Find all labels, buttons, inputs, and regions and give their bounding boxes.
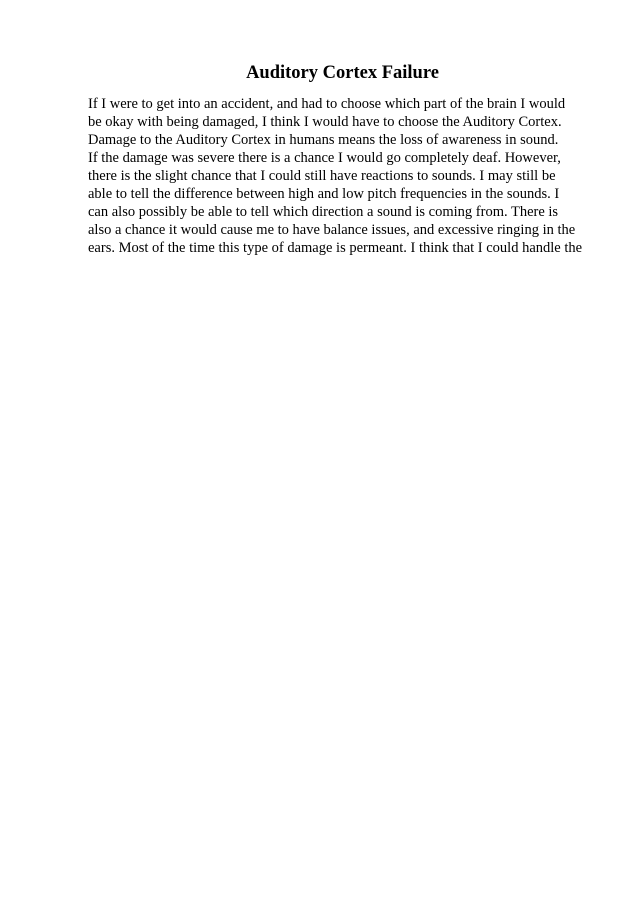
body-line: If the damage was severe there is a chance I would go completely deaf. However,: [88, 150, 561, 166]
document-body: [88, 95, 608, 257]
body-line: also a chance it would cause me to have balance issues, and excessive ringing in the: [88, 222, 576, 238]
body-line: able to tell the difference between high and low pitch frequencies in the sounds. I: [88, 186, 560, 202]
body-line: Damage to the Auditory Cortex in humans means the loss of awareness in sound.: [88, 132, 559, 148]
body-line: there is the slight chance that I could still have reactions to sounds. I may still be: [88, 168, 556, 184]
body-line: be okay with being damaged, I think I would have to choose the Auditory Cortex.: [88, 114, 562, 130]
document-title: Auditory Cortex Failure: [246, 63, 439, 83]
body-line: If I were to get into an accident, and had to choose which part of the brain I would: [88, 96, 566, 112]
body-line: can also possibly be able to tell which direction a sound is coming from. There is: [88, 204, 559, 220]
body-line: ears. Most of the time this type of damage is permeant. I think that I could handle the: [88, 240, 583, 256]
